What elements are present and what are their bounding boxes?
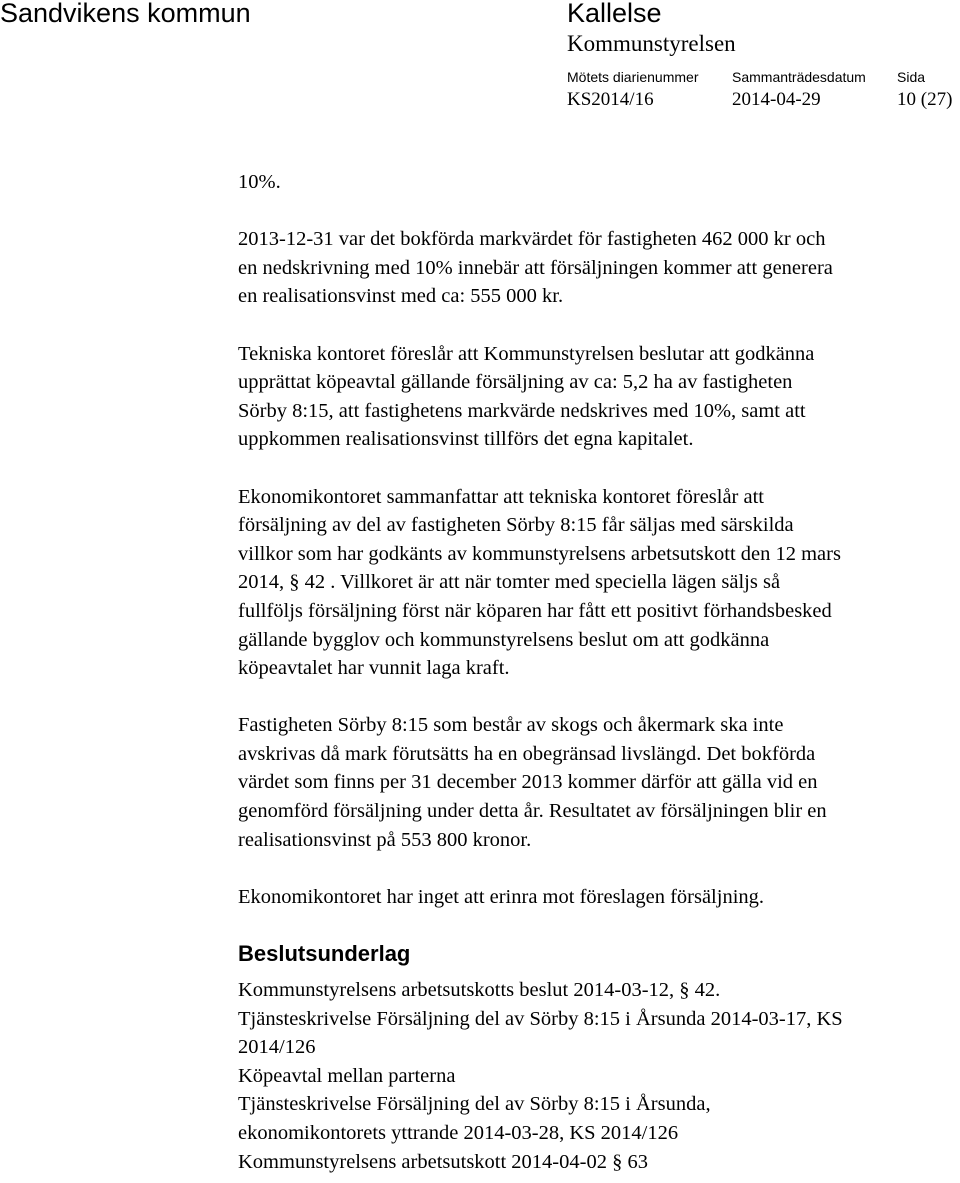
meeting-date-value: 2014-04-29 [732, 89, 821, 110]
text-line: 2014, § 42 . Villkoret är att när tomter med speciella lägen säljs så [238, 571, 781, 594]
text-line: genomförd försäljning under detta år. Resultatet av försäljningen blir en [238, 800, 827, 823]
document-type-title: Kallelse [567, 0, 662, 28]
meeting-reference-value: KS2014/16 [567, 89, 654, 110]
text-line: Kommunstyrelsens arbetsutskotts beslut 2014-03-12, § 42. [238, 979, 721, 1002]
meeting-date-label: Sammanträdesdatum [732, 69, 866, 85]
list-item [238, 976, 960, 1005]
meeting-reference-label: Mötets diarienummer [567, 69, 699, 85]
body-paragraph [238, 711, 960, 854]
list-item [238, 1005, 960, 1062]
body-paragraph [238, 883, 960, 912]
text-line: värdet som finns per 31 december 2013 kommer därför att gälla vid en [238, 771, 818, 794]
text-line: upprättat köpeavtal gällande försäljning av ca: 5,2 ha av fastigheten [238, 371, 793, 394]
page-label: Sida [897, 69, 926, 85]
body-paragraph [238, 483, 960, 683]
text-line: Sörby 8:15, att fastighetens markvärde nedskrives med 10%, samt att [238, 399, 806, 422]
text-line: Fastigheten Sörby 8:15 som består av skogs och åkermark ska inte [238, 714, 784, 737]
text-line: fullföljs försäljning först när köparen har fått ett positivt förhandsbesked [238, 599, 832, 622]
organization-name: Sandvikens kommun [0, 0, 251, 28]
text-line: 2013-12-31 var det bokförda markvärdet för fastigheten 462 000 kr och [238, 228, 826, 251]
text-line: försäljning av del av fastigheten Sörby 8:15 får säljas med särskilda [238, 514, 794, 537]
text-line: avskrivas då mark förutsätts ha en obegränsad livslängd. Det bokförda [238, 742, 816, 765]
text-line: Tjänsteskrivelse Försäljning del av Sörby 8:15 i Årsunda 2014-03-17, KS [238, 1007, 843, 1030]
text-line: köpeavtalet har vunnit laga kraft. [238, 657, 510, 680]
text-line: en realisationsvinst med ca: 555 000 kr. [238, 285, 564, 308]
document-body [238, 168, 960, 1176]
text-line: ekonomikontorets yttrande 2014-03-28, KS 2014/126 [238, 1122, 679, 1144]
text-line: en nedskrivning med 10% innebär att försäljningen kommer att generera [238, 256, 833, 279]
decision-basis-list [238, 976, 960, 1176]
text-line: 2014/126 [238, 1036, 316, 1059]
text-line: Tjänsteskrivelse Försäljning del av Sörby 8:15 i Årsunda, [238, 1093, 711, 1116]
text-line: Tekniska kontoret föreslår att Kommunstyrelsen beslutar att godkänna [238, 342, 815, 365]
body-paragraph [238, 340, 960, 454]
page-number-value: 10 (27) [897, 89, 953, 110]
body-paragraph [238, 168, 960, 197]
section-heading-decision-basis: Beslutsunderlag [238, 941, 411, 967]
list-item [238, 1148, 960, 1177]
text-line: realisationsvinst på 553 800 kronor. [238, 828, 532, 851]
text-line: uppkommen realisationsvinst tillförs det egna kapitalet. [238, 428, 694, 451]
list-item [238, 1090, 960, 1147]
text-line: 10%. [238, 171, 281, 193]
text-line: Ekonomikontoret har inget att erinra mot föreslagen försäljning. [238, 885, 765, 908]
text-line: villkor som har godkänts av kommunstyrelsens arbetsutskott den 12 mars [238, 542, 841, 565]
list-item [238, 1062, 960, 1091]
committee-name: Kommunstyrelsen [567, 31, 736, 56]
text-line: Ekonomikontoret sammanfattar att tekniska kontoret föreslår att [238, 485, 765, 508]
text-line: Kommunstyrelsens arbetsutskott 2014-04-02 § 63 [238, 1150, 648, 1173]
body-paragraph [238, 225, 960, 311]
text-line: gällande bygglov och kommunstyrelsens beslut om att godkänna [238, 628, 770, 651]
text-line: Köpeavtal mellan parterna [238, 1064, 456, 1087]
